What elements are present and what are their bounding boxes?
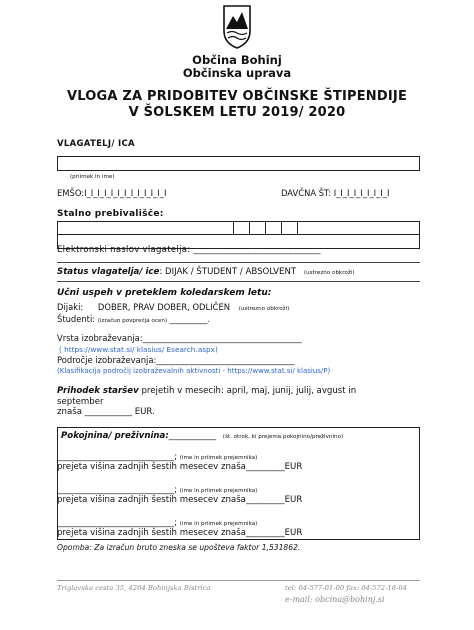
income-amount-field[interactable]: znaša ___________ EUR. — [57, 407, 155, 417]
income-text-cont: september — [57, 397, 104, 407]
recipient-name-field[interactable]: ____________________________; — [57, 517, 178, 527]
emso-label: EMŠO: — [57, 188, 85, 198]
recipient-hint: (ime in priimek prejemnika) — [179, 455, 258, 461]
emso-boxes: I_I_I_I_I_I_I_I_I_I_I_I_I — [84, 188, 167, 198]
students-label: Študenti: — [57, 314, 96, 324]
postal-digit-box[interactable] — [233, 221, 250, 235]
students-hint: (izračun povprečja ocen) — [97, 318, 168, 324]
postal-digit-box[interactable] — [265, 221, 282, 235]
edu-field-row[interactable] — [57, 355, 294, 365]
pupils-label: Dijaki: — [57, 302, 84, 312]
emso-field[interactable] — [57, 188, 166, 198]
recipient-amount-2[interactable]: prejeta višina zadnjih šestih mesecev znaša_________EUR — [57, 495, 303, 505]
pension-label: Pokojnina/ preživnina: — [61, 431, 169, 441]
municipality-name: Občina Bohinj — [192, 53, 282, 67]
recipient-amount-1[interactable]: prejeta višina zadnjih šestih mesecev znaša_________EUR — [57, 462, 303, 472]
postal-digit-box[interactable] — [249, 221, 266, 235]
footer-phone: tel: 04-577-01-00 fax: 04-572-18-64 — [285, 584, 408, 592]
footer-address: Triglavska cesta 35, 4264 Bohinjska Bistrica — [57, 584, 211, 592]
recipient-1[interactable] — [57, 451, 257, 461]
students-row — [57, 314, 210, 324]
name-field[interactable] — [57, 156, 420, 171]
students-average-field[interactable]: _________. — [169, 314, 211, 324]
footer-email[interactable]: e-mail: obcina@bohinj.si — [285, 595, 385, 604]
pupils-hint: (ustrezno obkroži) — [238, 306, 290, 312]
edu-field-label: Področje izobraževanja: — [57, 355, 157, 365]
email-field[interactable] — [57, 245, 321, 255]
pupils-options[interactable]: DOBER, PRAV DOBER, ODLIČEN — [97, 302, 231, 312]
office-name: Občinska uprava — [182, 66, 292, 80]
edu-type-label: Vrsta izobraževanja: — [57, 333, 143, 343]
calculation-note: Opomba: Za izračun bruto zneska se upošteva faktor 1,531862. — [57, 543, 301, 552]
pension-row — [61, 431, 343, 441]
municipality-coat-of-arms — [221, 3, 253, 49]
recipient-name-field[interactable]: ____________________________; — [57, 484, 178, 494]
form-title: VLOGA ZA PRIDOBITEV OBČINSKE ŠTIPENDIJE — [66, 89, 408, 104]
income-text: prejetih v mesecih: april, maj, junij, julij, avgust in — [138, 386, 357, 396]
status-options[interactable]: : DIJAK / ŠTUDENT / ABSOLVENT — [159, 267, 297, 277]
recipient-hint: (ime in priimek prejemnika) — [179, 521, 258, 527]
postal-digit-box[interactable] — [281, 221, 298, 235]
recipient-3[interactable] — [57, 517, 257, 527]
recipient-hint: (ime in priimek prejemnika) — [179, 488, 258, 494]
recipient-2[interactable] — [57, 484, 257, 494]
status-row — [57, 267, 355, 277]
tax-number-field[interactable] — [281, 188, 389, 198]
divider — [57, 281, 420, 282]
income-row — [57, 386, 356, 396]
pension-hint: (št. otrok, ki prejema pokojnino/preživnino) — [222, 434, 344, 440]
edu-field-link[interactable]: (Klasifikacija področij izobraževalnih aktivnosti - https://www.stat.si/ klasius/P) — [57, 367, 331, 375]
email-blank: ____________________________ — [193, 245, 321, 255]
name-hint: (priimek in ime) — [70, 174, 115, 180]
income-heading: Prihodek staršev — [57, 386, 139, 396]
edu-type-blank: ______________________________________ — [142, 333, 302, 343]
status-hint: (ustrezno obkroži) — [303, 270, 355, 276]
pension-count-field[interactable]: ___________ — [168, 431, 217, 441]
tax-label: DAVČNA ŠT: — [281, 188, 332, 198]
edu-field-blank: _________________________________ — [156, 355, 295, 365]
form-subtitle: V ŠOLSKEM LETU 2019/ 2020 — [128, 105, 346, 120]
email-label: Elektronski naslov vlagatelja: — [57, 245, 191, 255]
edu-type-row[interactable] — [57, 333, 302, 343]
success-heading: Učni uspeh v preteklem koledarskem letu: — [57, 288, 272, 298]
recipient-amount-3[interactable]: prejeta višina zadnjih šestih mesecev znaša_________EUR — [57, 528, 303, 538]
status-label: Status vlagatelja/ ice — [57, 267, 160, 277]
residence-label: Stalno prebivališče: — [57, 209, 164, 219]
tax-boxes: I_I_I_I_I_I_I_I_I — [333, 188, 390, 198]
recipient-name-field[interactable]: ____________________________; — [57, 451, 178, 461]
edu-type-link[interactable]: ( https://www.stat.si/ klasius/ Esearch.aspx) — [59, 345, 218, 354]
divider — [57, 262, 420, 263]
pupils-row — [57, 302, 289, 312]
footer-divider — [57, 580, 420, 581]
applicant-label: VLAGATELJ/ ICA — [57, 139, 135, 149]
